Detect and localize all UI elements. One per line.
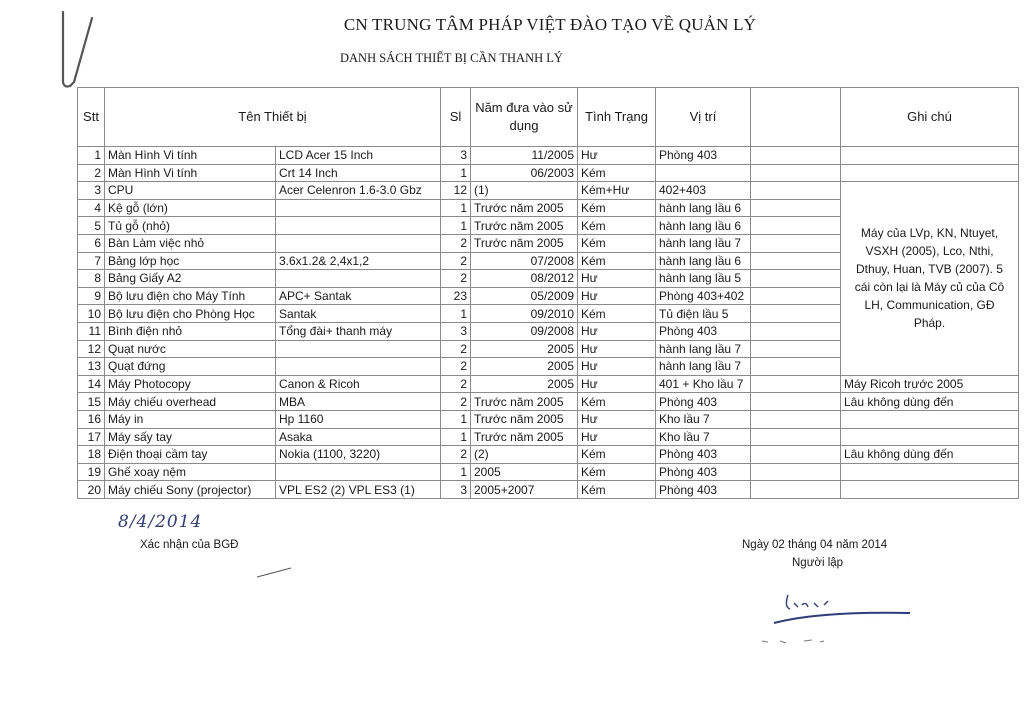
cell-device-name: Bảng Giấy A2: [105, 270, 276, 288]
cell-note: [841, 410, 1019, 428]
cell-note-merged: Máy của LVp, KN, Ntuyet, VSXH (2005), Lco, Nthi, Dthuy, Huan, TVB (2007). 5 cái còn lại là Máy củ của Cô LH, Communication, GĐ Pháp.: [841, 182, 1019, 376]
cell-blank: [751, 182, 841, 200]
cell-quantity: 3: [441, 322, 471, 340]
cell-device-name: Màn Hình Vi tính: [105, 164, 276, 182]
cell-spec: Acer Celenron 1.6-3.0 Gbz: [276, 182, 441, 200]
cell-condition: Kém: [578, 446, 656, 464]
cell-year: Trước năm 2005: [471, 393, 578, 411]
cell-spec: MBA: [276, 393, 441, 411]
cell-blank: [751, 147, 841, 165]
cell-condition: Hư: [578, 270, 656, 288]
cell-condition: Hư: [578, 410, 656, 428]
cell-condition: Kém: [578, 164, 656, 182]
cell-spec: Asaka: [276, 428, 441, 446]
cell-year: 08/2012: [471, 270, 578, 288]
cell-quantity: 1: [441, 428, 471, 446]
cell-device-name: Bảng lớp học: [105, 252, 276, 270]
cell-condition: Kém: [578, 305, 656, 323]
cell-device-name: Bình điện nhỏ: [105, 322, 276, 340]
signature-icon: [760, 585, 940, 655]
cell-blank: [751, 375, 841, 393]
cell-year: 09/2010: [471, 305, 578, 323]
cell-quantity: 2: [441, 270, 471, 288]
cell-note: [841, 463, 1019, 481]
cell-device-name: Máy in: [105, 410, 276, 428]
cell-location: Phòng 403+402: [656, 287, 751, 305]
cell-year: Trước năm 2005: [471, 410, 578, 428]
cell-quantity: 1: [441, 410, 471, 428]
header-device-name: Tên Thiết bị: [105, 88, 441, 147]
cell-stt: 14: [78, 375, 105, 393]
cell-stt: 18: [78, 446, 105, 464]
organization-title: CN TRUNG TÂM PHÁP VIỆT ĐÀO TẠO VỀ QUẢN LÝ: [343, 15, 757, 34]
cell-location: hành lang lầu 7: [656, 234, 751, 252]
cell-blank: [751, 305, 841, 323]
cell-location: Phòng 403: [656, 481, 751, 499]
table-row: [78, 164, 1019, 182]
header-blank: [751, 88, 841, 147]
cell-year: Trước năm 2005: [471, 199, 578, 217]
cell-note: Máy Ricoh trước 2005: [841, 375, 1019, 393]
cell-stt: 19: [78, 463, 105, 481]
cell-stt: 6: [78, 234, 105, 252]
cell-stt: 9: [78, 287, 105, 305]
cell-spec: Nokia (1100, 3220): [276, 446, 441, 464]
cell-spec: Canon & Ricoh: [276, 375, 441, 393]
cell-location: 402+403: [656, 182, 751, 200]
header-stt: Stt: [78, 88, 105, 147]
cell-spec: VPL ES2 (2) VPL ES3 (1): [276, 481, 441, 499]
cell-stt: 10: [78, 305, 105, 323]
table-row: [78, 182, 1019, 200]
cell-year: 06/2003: [471, 164, 578, 182]
cell-device-name: Bộ lưu điện cho Phòng Học: [105, 305, 276, 323]
cell-spec: Crt 14 Inch: [276, 164, 441, 182]
cell-blank: [751, 252, 841, 270]
cell-blank: [751, 164, 841, 182]
table-row: [78, 446, 1019, 464]
cell-device-name: Bộ lưu điện cho Máy Tính: [105, 287, 276, 305]
cell-quantity: 1: [441, 199, 471, 217]
cell-spec: [276, 358, 441, 376]
cell-location: Kho lầu 7: [656, 428, 751, 446]
cell-stt: 3: [78, 182, 105, 200]
cell-year: 2005: [471, 340, 578, 358]
cell-condition: Hư: [578, 358, 656, 376]
cell-blank: [751, 358, 841, 376]
cell-quantity: 3: [441, 481, 471, 499]
cell-year: Trước năm 2005: [471, 217, 578, 235]
cell-year: Trước năm 2005: [471, 234, 578, 252]
table-row: [78, 428, 1019, 446]
cell-condition: Kém: [578, 393, 656, 411]
cell-stt: 2: [78, 164, 105, 182]
cell-stt: 4: [78, 199, 105, 217]
cell-spec: APC+ Santak: [276, 287, 441, 305]
cell-device-name: Kệ gỗ (lớn): [105, 199, 276, 217]
cell-spec: [276, 270, 441, 288]
cell-spec: 3.6x1.2& 2,4x1,2: [276, 252, 441, 270]
cell-spec: Santak: [276, 305, 441, 323]
cell-quantity: 12: [441, 182, 471, 200]
signature-stroke-left: [255, 565, 295, 580]
cell-quantity: 1: [441, 164, 471, 182]
cell-location: hành lang lầu 7: [656, 340, 751, 358]
cell-note: [841, 481, 1019, 499]
cell-location: hành lang lầu 5: [656, 270, 751, 288]
cell-condition: Hư: [578, 375, 656, 393]
cell-note: Lâu không dùng đến: [841, 393, 1019, 411]
cell-stt: 5: [78, 217, 105, 235]
cell-spec: [276, 234, 441, 252]
header-notes: Ghi chú: [841, 88, 1019, 147]
cell-location: hành lang lầu 6: [656, 252, 751, 270]
cell-condition: Hư: [578, 340, 656, 358]
header-location: Vị trí: [656, 88, 751, 147]
cell-note: [841, 147, 1019, 165]
cell-device-name: Bàn Làm việc nhỏ: [105, 234, 276, 252]
cell-device-name: Điện thoại cầm tay: [105, 446, 276, 464]
cell-device-name: Quạt đứng: [105, 358, 276, 376]
cell-stt: 20: [78, 481, 105, 499]
cell-condition: Kém: [578, 234, 656, 252]
header-condition: Tình Trạng: [578, 88, 656, 147]
cell-blank: [751, 446, 841, 464]
cell-blank: [751, 340, 841, 358]
cell-spec: [276, 340, 441, 358]
cell-spec: [276, 463, 441, 481]
equipment-table: [77, 87, 1019, 499]
cell-quantity: 2: [441, 340, 471, 358]
cell-stt: 1: [78, 147, 105, 165]
cell-device-name: Máy chiếu Sony (projector): [105, 481, 276, 499]
cell-location: Phòng 403: [656, 393, 751, 411]
table-row: [78, 375, 1019, 393]
cell-stt: 17: [78, 428, 105, 446]
cell-quantity: 2: [441, 358, 471, 376]
cell-location: 401 + Kho lầu 7: [656, 375, 751, 393]
cell-quantity: 1: [441, 463, 471, 481]
cell-stt: 8: [78, 270, 105, 288]
confirmation-label: Xác nhận của BGĐ: [140, 539, 239, 551]
cell-condition: Kém: [578, 252, 656, 270]
cell-year: 05/2009: [471, 287, 578, 305]
cell-location: Phòng 403: [656, 463, 751, 481]
header-year-in-use: Năm đưa vào sử dụng: [471, 88, 578, 147]
cell-condition: Hư: [578, 322, 656, 340]
cell-quantity: 23: [441, 287, 471, 305]
cell-year: (1): [471, 182, 578, 200]
table-row: [78, 410, 1019, 428]
cell-quantity: 2: [441, 393, 471, 411]
cell-condition: Hư: [578, 147, 656, 165]
cell-quantity: 2: [441, 375, 471, 393]
cell-device-name: Màn Hình Vi tính: [105, 147, 276, 165]
cell-quantity: 2: [441, 252, 471, 270]
cell-device-name: Máy chiếu overhead: [105, 393, 276, 411]
list-title: DANH SÁCH THIẾT BỊ CẦN THANH LÝ: [340, 51, 563, 65]
cell-spec: Hp 1160: [276, 410, 441, 428]
cell-quantity: 1: [441, 217, 471, 235]
cell-note: [841, 164, 1019, 182]
cell-location: hành lang lầu 6: [656, 217, 751, 235]
cell-blank: [751, 287, 841, 305]
cell-year: Trước năm 2005: [471, 428, 578, 446]
cell-blank: [751, 217, 841, 235]
cell-year: 09/2008: [471, 322, 578, 340]
cell-device-name: Máy Photocopy: [105, 375, 276, 393]
table-row: [78, 481, 1019, 499]
table-row: [78, 463, 1019, 481]
date-line: Ngày 02 tháng 04 năm 2014: [742, 539, 888, 551]
cell-condition: Kém: [578, 463, 656, 481]
cell-year: (2): [471, 446, 578, 464]
cell-year: 2005+2007: [471, 481, 578, 499]
cell-blank: [751, 393, 841, 411]
cell-quantity: 1: [441, 305, 471, 323]
cell-note: Lâu không dùng đến: [841, 446, 1019, 464]
cell-blank: [751, 270, 841, 288]
cell-device-name: CPU: [105, 182, 276, 200]
cell-year: 2005: [471, 358, 578, 376]
cell-blank: [751, 481, 841, 499]
cell-spec: [276, 217, 441, 235]
cell-stt: 15: [78, 393, 105, 411]
cell-location: Phòng 403: [656, 322, 751, 340]
cell-condition: Kém+Hư: [578, 182, 656, 200]
cell-location: hành lang lầu 7: [656, 358, 751, 376]
cell-spec: Tổng đài+ thanh máy: [276, 322, 441, 340]
cell-device-name: Ghế xoay nệm: [105, 463, 276, 481]
cell-device-name: Tủ gỗ (nhỏ): [105, 217, 276, 235]
cell-condition: Kém: [578, 217, 656, 235]
cell-location: Tủ điện lầu 5: [656, 305, 751, 323]
table-row: [78, 393, 1019, 411]
cell-location: Kho lầu 7: [656, 410, 751, 428]
cell-stt: 7: [78, 252, 105, 270]
cell-location: Phòng 403: [656, 446, 751, 464]
cell-stt: 16: [78, 410, 105, 428]
cell-blank: [751, 234, 841, 252]
table-header-row: [78, 88, 1019, 147]
cell-stt: 12: [78, 340, 105, 358]
cell-condition: Hư: [578, 287, 656, 305]
cell-stt: 11: [78, 322, 105, 340]
cell-condition: Kém: [578, 481, 656, 499]
cell-blank: [751, 428, 841, 446]
cell-year: 07/2008: [471, 252, 578, 270]
cell-quantity: 2: [441, 446, 471, 464]
creator-label: Người lập: [792, 557, 844, 569]
header-quantity: Sl: [441, 88, 471, 147]
cell-year: 11/2005: [471, 147, 578, 165]
cell-blank: [751, 322, 841, 340]
cell-blank: [751, 463, 841, 481]
cell-quantity: 3: [441, 147, 471, 165]
cell-year: 2005: [471, 375, 578, 393]
cell-stt: 13: [78, 358, 105, 376]
cell-location: Phòng 403: [656, 147, 751, 165]
cell-quantity: 2: [441, 234, 471, 252]
cell-location: [656, 164, 751, 182]
cell-year: 2005: [471, 463, 578, 481]
cell-blank: [751, 410, 841, 428]
cell-location: hành lang lầu 6: [656, 199, 751, 217]
cell-condition: Kém: [578, 199, 656, 217]
cell-spec: LCD Acer 15 Inch: [276, 147, 441, 165]
cell-device-name: Máy sấy tay: [105, 428, 276, 446]
handwritten-date: 8/4/2014: [118, 512, 203, 532]
cell-device-name: Quạt nước: [105, 340, 276, 358]
table-row: [78, 147, 1019, 165]
cell-spec: [276, 199, 441, 217]
cell-blank: [751, 199, 841, 217]
cell-condition: Hư: [578, 428, 656, 446]
cell-note: [841, 428, 1019, 446]
